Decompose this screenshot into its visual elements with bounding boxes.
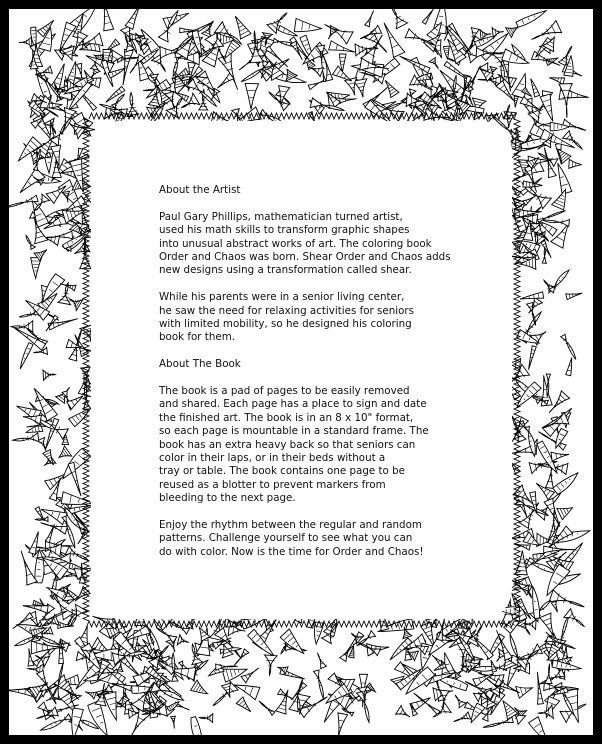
text-line: do with color. Now is the time for Order and Chaos! [159,545,424,558]
text-line: patterns. Challenge yourself to see what you can [159,532,413,545]
coloring-page [9,9,593,735]
book-paragraph-1 [159,385,439,506]
text-line: bleeding to the next page. [159,492,296,505]
text-line: new designs using a transformation called shear. [159,264,412,277]
text-line: the finished art. The book is in an 8 x 10" format, [159,411,414,424]
artist-heading: About the Artist [159,184,241,196]
text-line: book has an extra heavy back so that seniors can [159,438,416,451]
text-line: used his math skills to transform graphic shapes [159,224,410,237]
text-line: Paul Gary Phillips, mathematician turned artist, [159,210,403,223]
text-line: color in their laps, or in their beds without a [159,452,386,465]
text-line: The book is a pad of pages to be easily removed [159,385,410,398]
artist-paragraph-1 [159,210,451,278]
text-line: into unusual abstract works of art. The coloring book [159,237,432,250]
text-line: so each page is mountable in a standard frame. The [159,425,429,438]
book-heading: About The Book [159,358,241,371]
text-line: tray or table. The book contains one page to be [159,465,405,478]
book-paragraph-2 [159,519,439,559]
text-line: Order and Chaos was born. Shear Order and Chaos adds [159,251,451,264]
text-line: reused as a blotter to prevent markers from [159,478,386,491]
text-line: Enjoy the rhythm between the regular and random [159,519,422,532]
text-line: and shared. Each page has a place to sign and date [159,398,427,411]
text-line: he saw the need for relaxing activities for seniors [159,304,415,317]
text-line: book for them. [159,331,236,344]
artist-paragraph-2 [159,291,439,345]
about-text [159,184,451,573]
text-line: While his parents were in a senior living center, [159,291,405,304]
text-line: with limited mobility, so he designed his coloring [159,318,412,331]
